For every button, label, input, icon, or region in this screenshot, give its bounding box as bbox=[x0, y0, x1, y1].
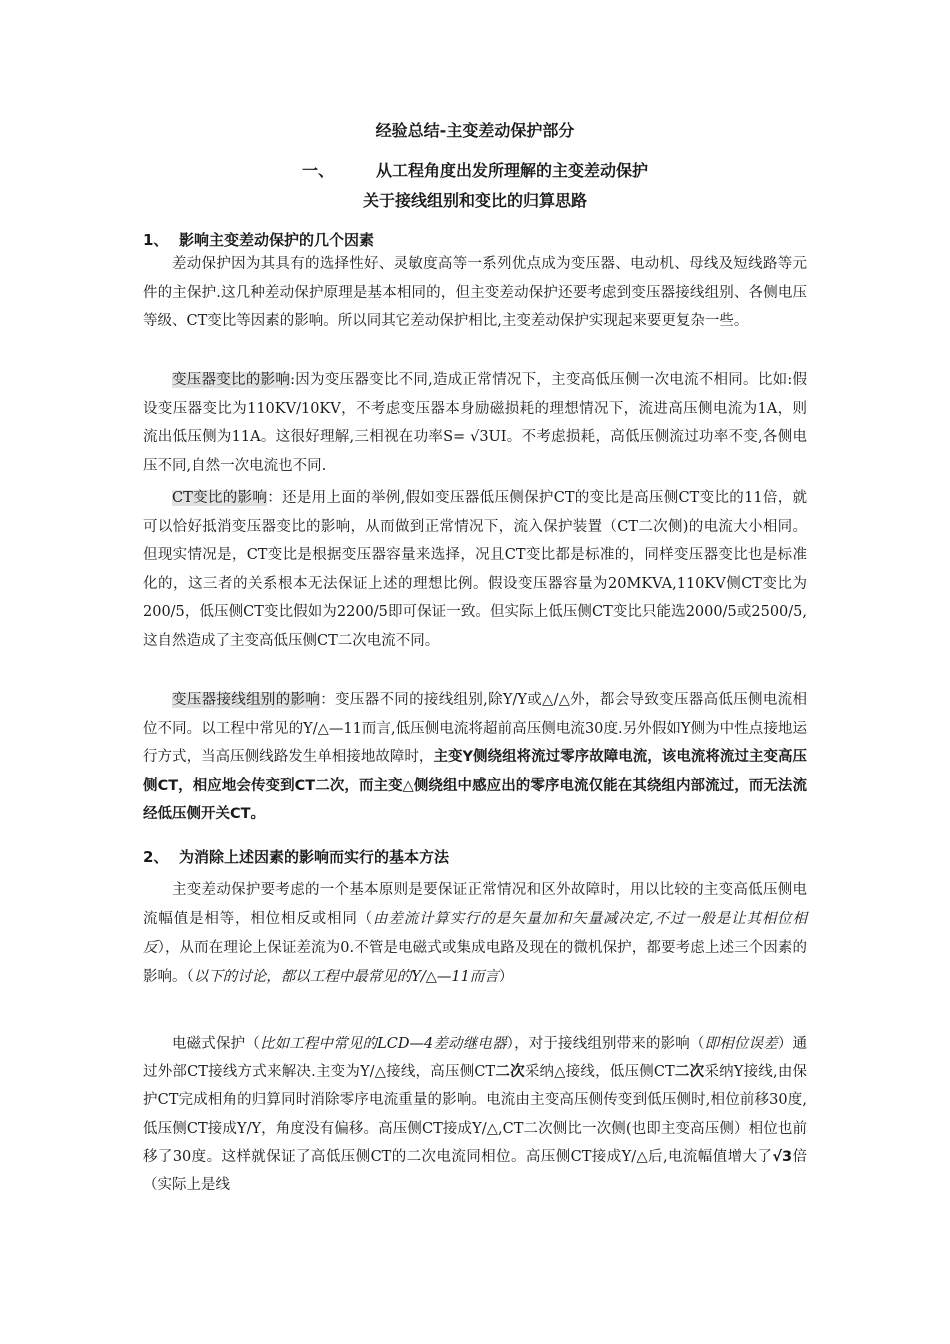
text-run: 倍（实际上是线 bbox=[143, 1148, 808, 1194]
heading-text: 影响主变差动保护的几个因素 bbox=[179, 231, 375, 249]
section-number: 一、 bbox=[301, 161, 334, 180]
bold-text: √3 bbox=[772, 1148, 793, 1165]
text-run: ），从而在理论上保证差流为0.不管是电磁式或集成电路及现在的微机保护，都要考虑上述三个因素的影响。（ bbox=[143, 940, 807, 985]
highlight-label: 变压器接线组别的影响 bbox=[172, 692, 321, 708]
heading-number: 1、 bbox=[143, 231, 169, 249]
text-run: 主变差动保护要考虑的一个基本原则是要保证正常情况和区外故障时，用以比较的主变高低压侧电流幅值是相等，相位相反或相同（ bbox=[143, 882, 807, 927]
paragraph-electromagnetic-protection bbox=[143, 1030, 807, 1199]
text-run: 电磁式保护（ bbox=[172, 1036, 260, 1052]
text-run: ）通过外部CT接线方式来解决.主变为Y/△接线，高压侧CT bbox=[143, 1036, 808, 1081]
highlight-label: CT变比的影响 bbox=[172, 490, 268, 506]
section-title bbox=[0, 158, 950, 181]
document-title: 经验总结-主变差动保护部分 bbox=[375, 121, 575, 140]
heading-number: 2、 bbox=[143, 848, 169, 866]
bold-text: 二次 bbox=[674, 1064, 705, 1081]
heading-methods bbox=[143, 846, 449, 867]
text-run: 采纳Y接线,由保护CT完成相角的归算同时消除零序电流重量的影响。电流由主变高压侧传变到低压侧时,相位前移30度,低压侧CT接成Y/Y，角度没有偏移。高压侧CT接成Y/△,CT二次侧比一次侧(也即主变高压侧）相位也前移了30度。这样就保证了高低压侧CT的二次电流同相位。高压侧CT接成Y/△后,电流幅值增大了 bbox=[143, 1064, 808, 1165]
section-subtitle: 关于接线组别和变比的归算思路 bbox=[362, 191, 587, 210]
text-run: ），对于接线组别带来的影响（ bbox=[506, 1036, 705, 1052]
paragraph-text: :因为变压器变比不同,造成正常情况下，主变高低压侧一次电流不相同。比如:假设变压器变比为110KV/10KV，不考虑变压器本身励磁损耗的理想情况下，流进高压侧电流为1A，则流出低压侧为11A。这很好理解,三相视在功率S= √3UI。不考虑损耗，高低压侧流过功率不变,各侧电压不同,自然一次电流也不同. bbox=[143, 372, 808, 474]
section-title-text: 从工程角度出发所理解的主变差动保护 bbox=[376, 161, 649, 180]
italic-text: 以下的讨论，都以工程中最常见的Y/△—11而言 bbox=[193, 969, 499, 985]
text-run: 采纳△接线，低压侧CT bbox=[524, 1064, 675, 1081]
bold-text: 二次 bbox=[495, 1064, 525, 1081]
paragraph-wiring-group-effect bbox=[143, 686, 807, 829]
paragraph-text: ：变压器不同的接线组别,除Y/Y或△/△外，都会导致变压器高低压侧电流相位不同。以工程中常见的Y/△—11而言,低压侧电流将超前高压侧电流30度.另外假如Y侧为中性点接地运行方式，当高压侧线路发生单相接地故障时， bbox=[143, 692, 808, 766]
paragraph-ct-ratio-effect bbox=[143, 484, 807, 656]
heading-factors bbox=[143, 229, 374, 250]
heading-text: 为消除上述因素的影响而实行的基本方法 bbox=[179, 848, 450, 866]
paragraph-intro: 差动保护因为其具有的选择性好、灵敏度高等一系列优点成为变压器、电动机、母线及短线路等元件的主保护.这几种差动保护原理是基本相同的，但主变差动保护还要考虑到变压器接线组别、各侧电压等级、CT变比等因素的影响。所以同其它差动保护相比,主变差动保护实现起来要更复杂一些。 bbox=[143, 256, 807, 330]
paragraph-text: ：还是用上面的举例,假如变压器低压侧保护CT的变比是高压侧CT变比的11倍，就可以恰好抵消变压器变比的影响，从而做到正常情况下，流入保护装置（CT二次侧)的电流大小相同。但现实情况是，CT变比是根据变压器容量来选择，况且CT变比都是标准的，同样变压器变比也是标准化的，这三者的关系根本无法保证上述的理想比例。假设变压器容量为20MKVA,110KV侧CT变比为200/5，低压侧CT变比假如为2200/5即可保证一致。但实际上低压侧CT变比只能选2000/5或2500/5,这自然造成了主变高低压侧CT二次电流不同。 bbox=[143, 490, 808, 649]
bold-text: 主变Y侧绕组将流过零序故障电流，该电流将流过主变高压侧CT，相应地会传变到CT二次，而主变△侧绕组中感应出的零序电流仅能在其绕组内部流过，而无法流经低压侧开关CT。 bbox=[143, 749, 808, 823]
paragraph-basic-principle bbox=[143, 876, 807, 992]
italic-text: 由差流计算实行的是矢量加和矢量减决定,不过一般是让其相位相反 bbox=[143, 911, 808, 956]
paragraph-ratio-effect bbox=[143, 366, 807, 480]
italic-text: 比如工程中常见的LCD—4差动继电器 bbox=[259, 1036, 507, 1052]
italic-text: 即相位误差 bbox=[704, 1036, 778, 1052]
text-run: ） bbox=[498, 969, 514, 985]
highlight-label: 变压器变比的影响 bbox=[172, 372, 291, 388]
